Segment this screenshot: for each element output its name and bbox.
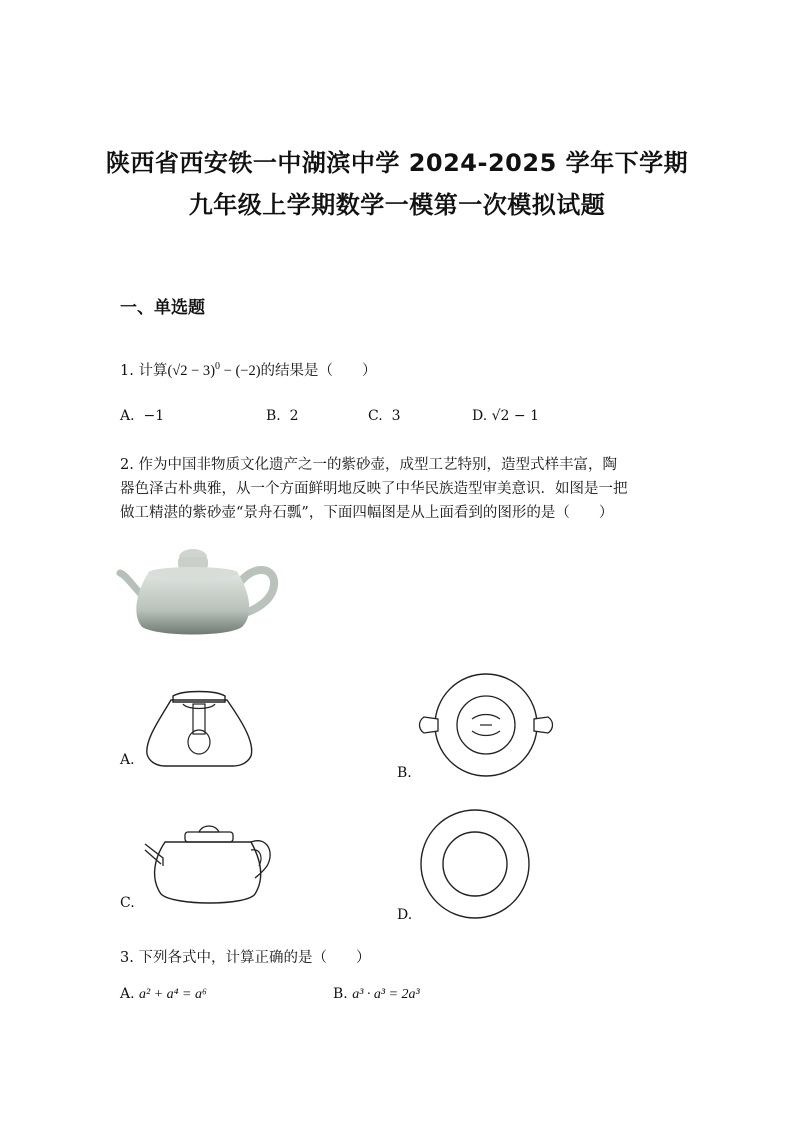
question-suffix: 的结果是（ ） [260,362,377,379]
question-1 [120,355,377,383]
page-title-line1: 陕西省西安铁一中湖滨中学 2024-2025 学年下学期 [105,149,689,177]
q2-option-d-label[interactable]: D. [397,907,413,923]
option-b[interactable]: B. 2 [266,408,299,424]
question-number: 3. [120,950,134,966]
question-text-line3: 做工精湛的紫砂壶“景舟石瓢”，下面四幅图是从上面看到的图形的是（ ） [120,505,614,521]
question-text-line1: 作为中国非物质文化遗产之一的紫砂壶，成型工艺特别，造型式样丰富，陶 [138,457,617,473]
question-number: 2. [120,457,134,473]
question-2 [120,453,680,525]
q2-option-c-figure[interactable] [143,822,271,908]
option-c[interactable]: C. 3 [368,408,401,424]
q2-option-b-label[interactable]: B. [397,765,412,781]
question-text-line2: 器色泽古朴典雅，从一个方面鲜明地反映了中华民族造型审美意识．如图是一把 [120,481,628,497]
q2-option-d-figure[interactable] [420,809,530,919]
q3-option-a[interactable]: A. a² + a⁴ = a⁶ [120,986,207,1002]
section-heading: 一、单选题 [120,298,205,318]
q2-option-a-label[interactable]: A. [120,752,135,768]
q2-option-a-figure[interactable] [143,690,255,770]
q3-option-b[interactable]: B. a³ · a³ = 2a³ [333,986,420,1002]
question-text: 下列各式中，计算正确的是（ ） [138,950,371,966]
q2-option-b-figure[interactable] [420,673,552,779]
option-a[interactable]: A. −1 [120,408,165,424]
teapot-photo [118,545,283,640]
math-expression: $(√2 - 3)^0 - (-2)$ [167,361,261,379]
page-title-line2: 九年级上学期数学一模第一次模拟试题 [188,191,606,219]
q2-option-c-label[interactable]: C. [120,895,135,911]
option-d[interactable]: D. √2 − 1 [472,408,540,424]
question-3 [120,946,370,970]
question-prefix: 计算 [138,362,168,379]
question-number: 1. [120,362,134,379]
